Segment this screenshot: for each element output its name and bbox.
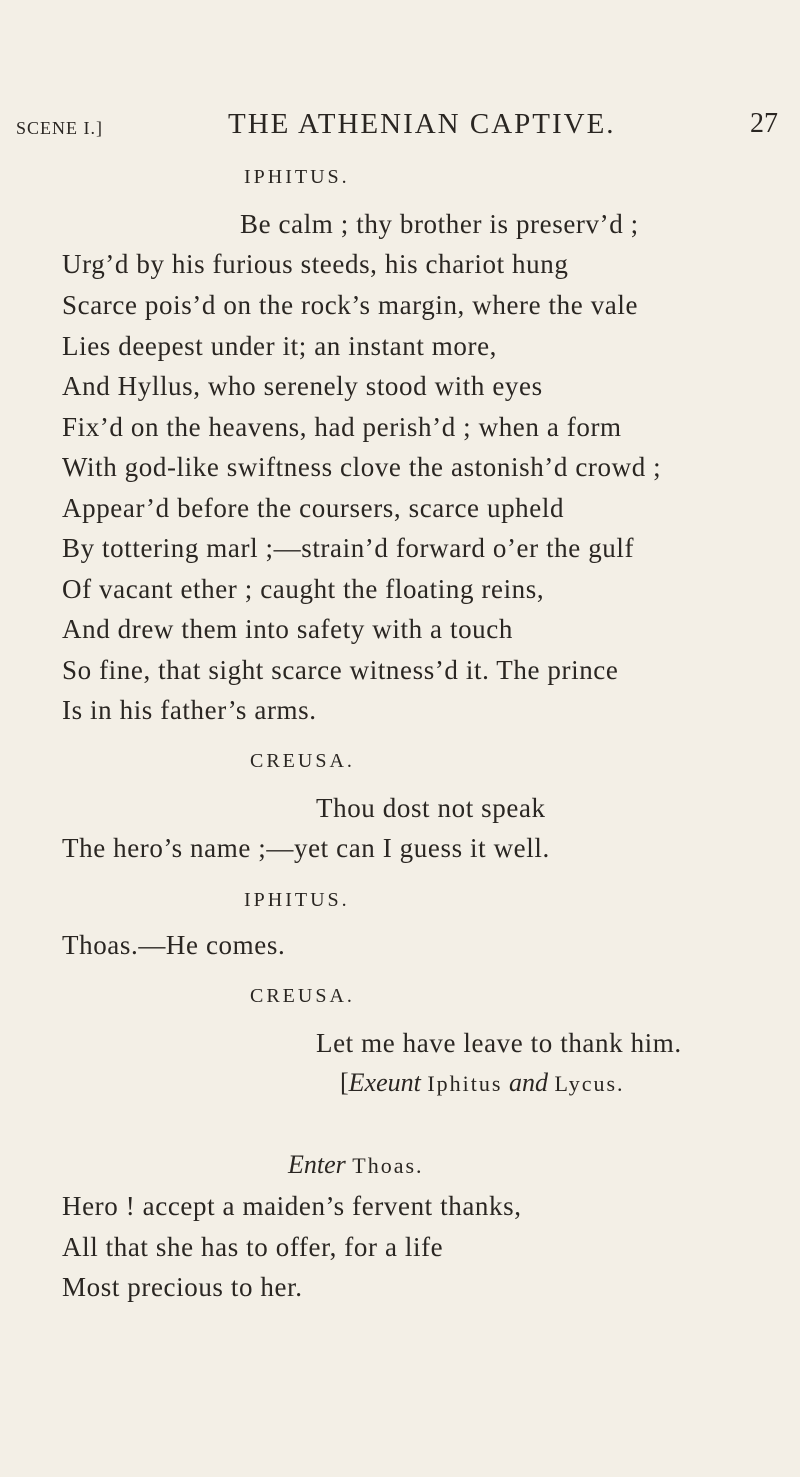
running-header <box>0 108 800 148</box>
verse-line: Hero ! accept a maiden’s fervent thanks, <box>62 1191 522 1221</box>
speaker-creusa: CREUSA. <box>250 750 355 772</box>
verse-line: Be calm ; thy brother is preserv’d ; <box>240 209 639 239</box>
verse-line: Urg’d by his furious steeds, his chariot hung <box>62 249 569 279</box>
verse-line: Scarce pois’d on the rock’s margin, where the vale <box>62 290 639 320</box>
speaker-iphitus: IPHITUS. <box>244 166 350 188</box>
stage-direction-enter <box>288 1150 424 1180</box>
character-name: Iphitus <box>427 1071 503 1096</box>
scene-marker: SCENE I.] <box>16 118 103 138</box>
verse-line: All that she has to offer, for a life <box>62 1232 444 1262</box>
verse-line: Is in his father’s arms. <box>62 695 317 725</box>
verse-line: Fix’d on the heavens, had perish’d ; when a form <box>62 412 622 442</box>
speaker-iphitus: IPHITUS. <box>244 889 350 911</box>
verse-line: Most precious to her. <box>62 1272 303 1302</box>
verse-line: So fine, that sight scarce witness’d it. The prince <box>62 655 619 685</box>
page-number: 27 <box>750 108 778 139</box>
verse-line: Let me have leave to thank him. <box>316 1028 682 1058</box>
enter-word: Enter <box>288 1150 346 1179</box>
verse-line: Thou dost not speak <box>316 793 546 823</box>
conjunction: and <box>508 1068 548 1097</box>
verse-line: Thoas.—He comes. <box>62 930 286 960</box>
character-name: Thoas. <box>352 1153 424 1178</box>
running-title: THE ATHENIAN CAPTIVE. <box>228 108 616 140</box>
verse-line: The hero’s name ;—yet can I guess it well. <box>62 833 550 863</box>
verse-line: And Hyllus, who serenely stood with eyes <box>62 371 543 401</box>
verse-line: By tottering marl ;—strain’d forward o’er the gulf <box>62 533 635 563</box>
verse-line: With god-like swiftness clove the astonish’d crowd ; <box>62 452 662 482</box>
stage-direction-exeunt <box>340 1068 625 1098</box>
verse-line: And drew them into safety with a touch <box>62 614 513 644</box>
verse-line: Lies deepest under it; an instant more, <box>62 331 498 361</box>
verse-line: Of vacant ether ; caught the floating reins, <box>62 574 545 604</box>
exeunt-word: Exeunt <box>348 1068 421 1097</box>
character-name: Lycus. <box>554 1071 625 1096</box>
speaker-creusa: CREUSA. <box>250 985 355 1007</box>
bracket: [ <box>340 1068 349 1097</box>
verse-line: Appear’d before the coursers, scarce upheld <box>62 493 565 523</box>
